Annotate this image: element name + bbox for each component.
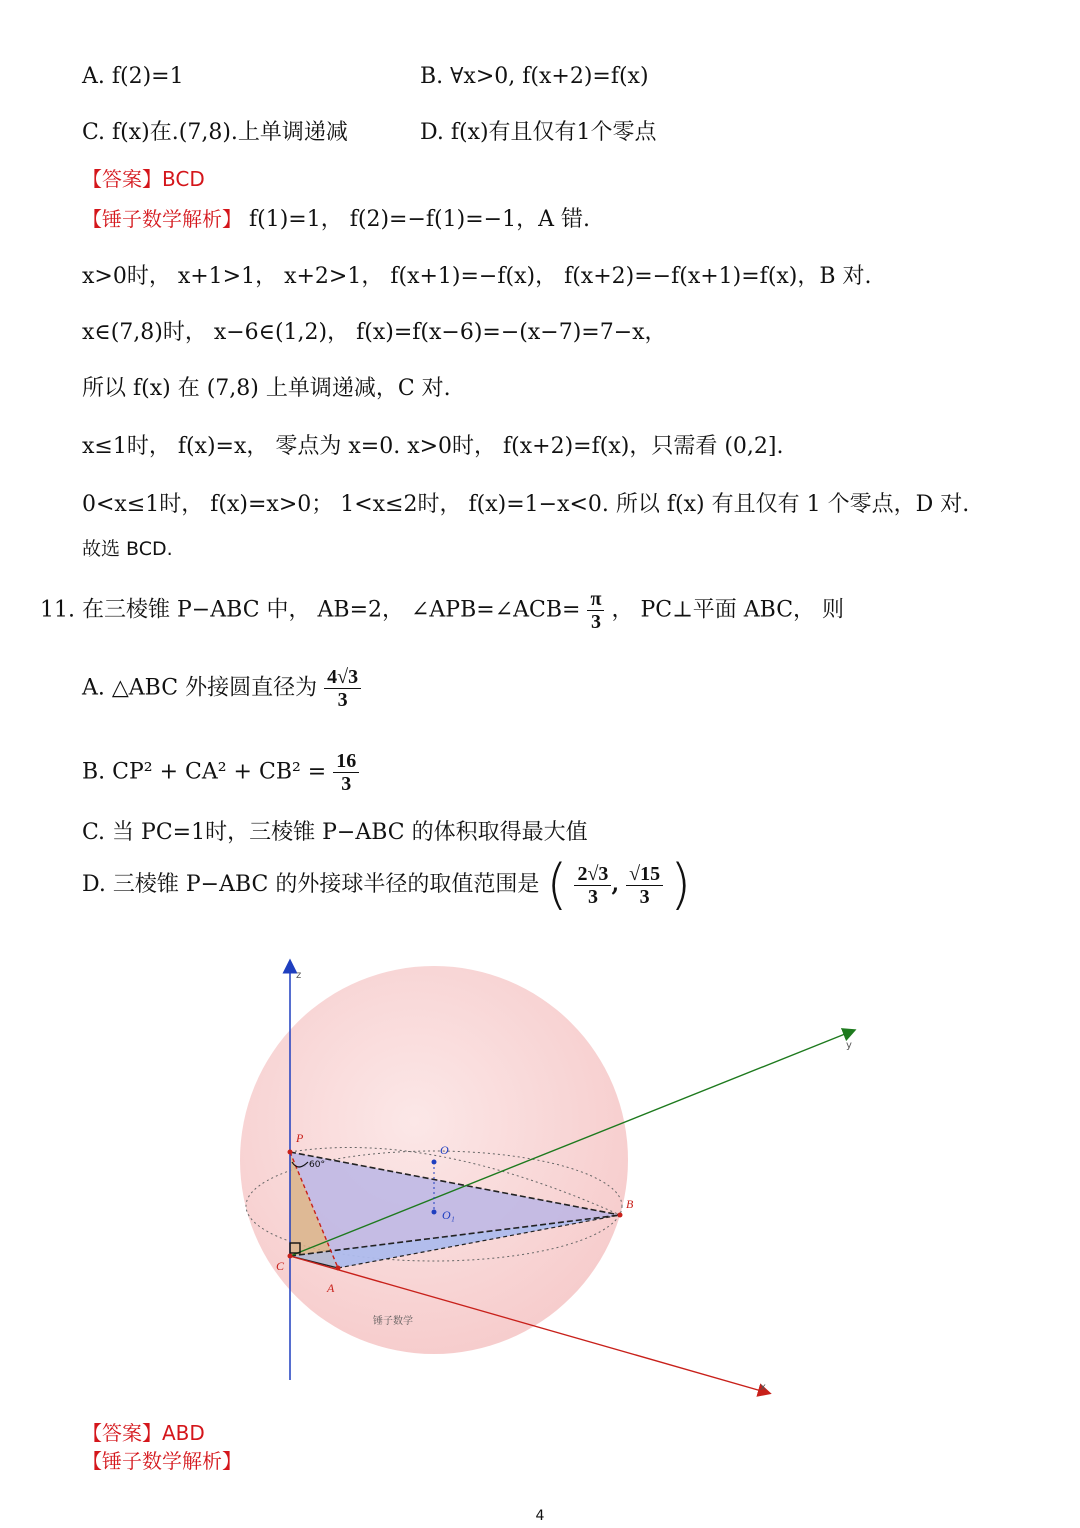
q10-analysis-line4: 所以 f(x) 在 (7,8) 上单调递减，C 对.: [82, 376, 451, 401]
center-o1: [432, 1210, 437, 1215]
q11-option-a-num: 4√3: [324, 666, 361, 689]
vertex-p: [288, 1150, 293, 1155]
q11-option-b-fraction: [333, 750, 359, 795]
q11-option-a: [82, 666, 361, 711]
q11-option-c: C. 当 PC=1时，三棱锥 P−ABC 的体积取得最大值: [82, 820, 588, 845]
right-paren: ): [670, 853, 692, 916]
q10-analysis-line5: x≤1时， f(x)=x， 零点为 x=0. x>0时， f(x+2)=f(x)，只需看 (0,2].: [82, 434, 784, 459]
label-a: A: [327, 1281, 335, 1295]
q11-stem: [40, 588, 844, 633]
q11-answer: 【答案】ABD: [82, 1421, 205, 1445]
label-y: y: [846, 1040, 852, 1051]
label-x: x: [760, 1382, 766, 1393]
q10-option-b: B. ∀x>0, f(x+2)=f(x): [420, 64, 649, 89]
q11-option-d-fraction-1: [574, 863, 611, 908]
q11-option-a-den: 3: [337, 689, 348, 711]
q10-conclusion: 故选 BCD.: [82, 538, 173, 560]
q11-option-d-num1: 2√3: [574, 863, 611, 886]
q11-option-a-text: A. △ABC 外接圆直径为: [82, 675, 318, 701]
label-o: O: [440, 1143, 449, 1157]
q10-option-d: D. f(x)有且仅有1个零点: [420, 120, 657, 145]
q11-stem-fraction: [587, 588, 604, 633]
vertex-b: [618, 1213, 623, 1218]
q11-stem-text-b: ， PC⊥平面 ABC， 则: [611, 597, 845, 623]
left-paren: (: [546, 853, 568, 916]
q11-analysis-label: 【锤子数学解析】: [82, 1449, 242, 1473]
q11-option-d-den1: 3: [587, 885, 598, 908]
q11-stem-text-a: 在三棱锥 P−ABC 中， AB=2， ∠APB=∠ACB=: [82, 597, 581, 623]
label-c: C: [276, 1259, 285, 1273]
q10-option-c: C. f(x)在.(7,8).上单调递减: [82, 120, 348, 145]
vertex-c: [288, 1254, 293, 1259]
q11-stem-frac-den: 3: [590, 611, 601, 633]
page-number: 4: [535, 1508, 545, 1524]
label-angle: 60°: [309, 1160, 325, 1170]
q10-option-a: A. f(2)=1: [82, 64, 184, 89]
q11-option-a-fraction: [324, 666, 361, 711]
label-p: P: [296, 1131, 304, 1145]
q11-number: 11.: [40, 597, 75, 623]
q10-analysis-label: 【锤子数学解析】: [82, 207, 242, 231]
center-o: [432, 1160, 437, 1165]
q11-option-d-num2: √15: [626, 863, 663, 886]
q11-option-b-den: 3: [341, 773, 352, 795]
q10-answer: 【答案】BCD: [82, 167, 205, 191]
q10-analysis-line2: x>0时， x+1>1， x+2>1， f(x+1)=−f(x)， f(x+2)=−f(x+1)=f(x)，B 对.: [82, 264, 872, 289]
q11-option-d-text: D. 三棱锥 P−ABC 的外接球半径的取值范围是: [82, 872, 540, 897]
comma: ,: [611, 871, 620, 897]
vertex-a: [336, 1266, 341, 1271]
label-o1: O₁: [442, 1208, 455, 1222]
q11-option-b: [82, 750, 359, 795]
q11-option-b-text: B. CP² + CA² + CB² =: [82, 759, 327, 785]
q11-option-d-den2: 3: [639, 885, 650, 908]
q11-option-b-num: 16: [333, 750, 359, 773]
pyramid-figure: [0, 940, 1080, 1410]
q11-option-d: [82, 853, 692, 916]
q10-analysis-text: f(1)=1， f(2)=−f(1)=−1，A 错.: [249, 207, 590, 232]
q10-analysis-line3: x∈(7,8)时， x−6∈(1,2)， f(x)=f(x−6)=−(x−7)=7−x，: [82, 320, 667, 345]
watermark: 锤子数学: [373, 1316, 413, 1327]
q10-analysis-line6: 0<x≤1时， f(x)=x>0； 1<x≤2时， f(x)=1−x<0. 所以 f(x) 有且仅有 1 个零点，D 对.: [82, 492, 970, 517]
label-b: B: [626, 1197, 634, 1211]
q11-option-d-fraction-2: [626, 863, 663, 908]
q11-stem-frac-num: π: [587, 588, 604, 611]
label-z: z: [296, 970, 302, 981]
q10-analysis-line1: [82, 204, 590, 235]
